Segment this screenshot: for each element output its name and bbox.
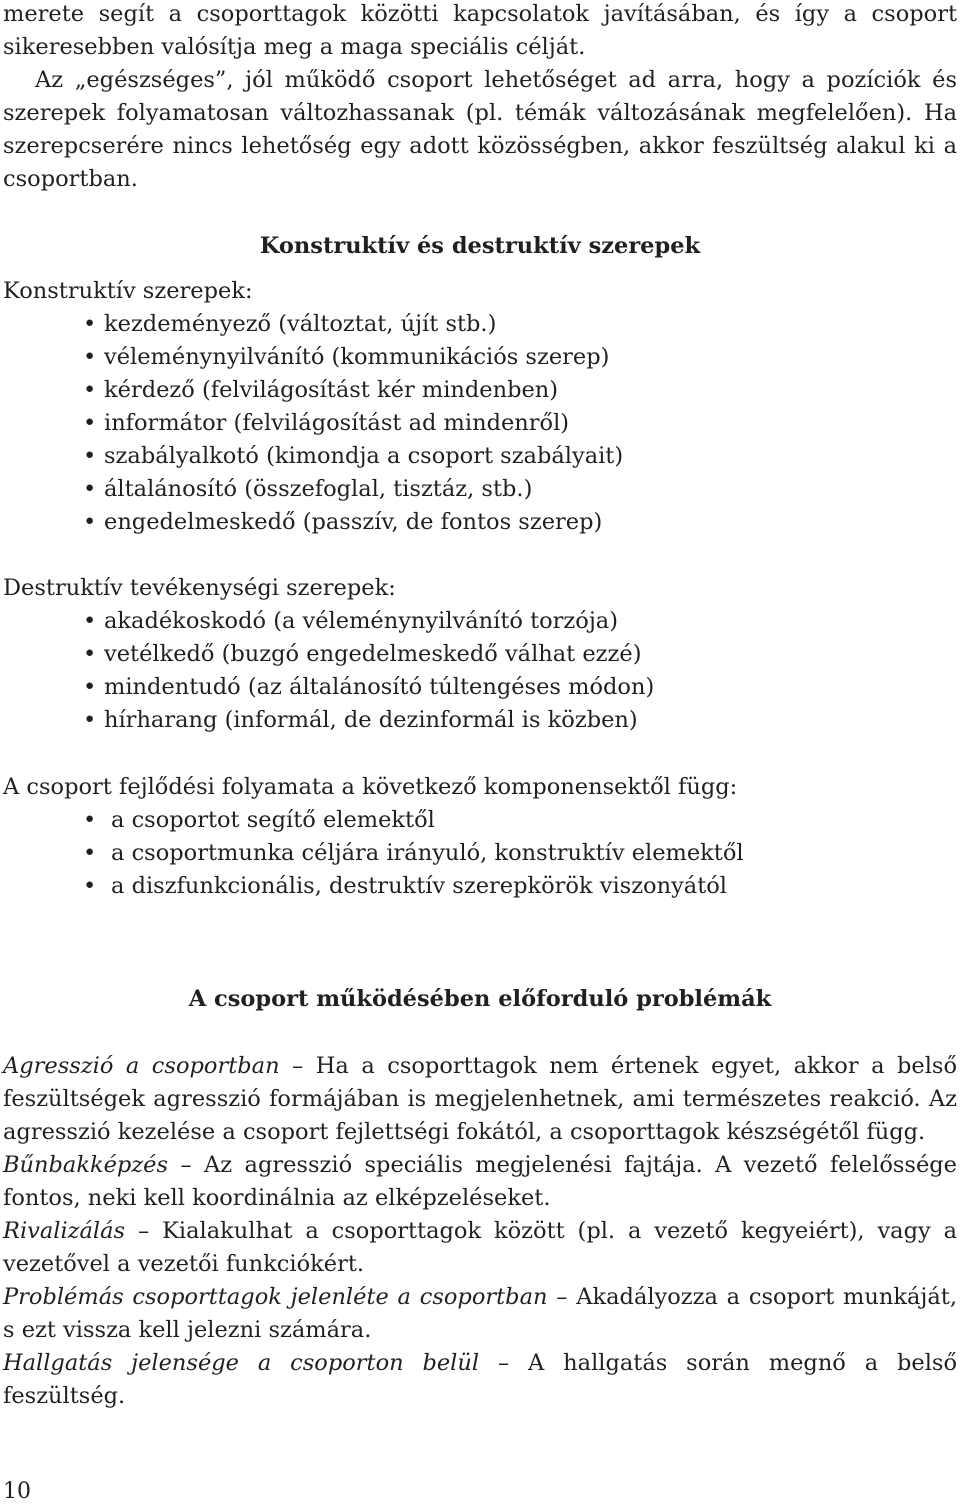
- list-item: • véleménynyilvánító (kommunikációs szerep): [3, 341, 957, 374]
- problem-term: Agresszió a csoportban: [3, 1053, 280, 1079]
- list-item: • általánosító (összefoglal, tisztáz, stb.): [3, 473, 957, 506]
- problem-paragraph: Rivalizálás – Kialakulhat a csoporttagok között (pl. a vezető kegyeiért), vagy a vezetővel a vezetői funkciókért.: [3, 1218, 957, 1277]
- destructive-roles-label: Destruktív tevékenységi szerepek:: [3, 575, 396, 601]
- intro-paragraph: merete segít a csoporttagok közötti kapcsolatok javításában, és így a csoport sikeresebben valósítja meg a maga speciális célját.: [3, 1, 957, 60]
- page-number: 10: [3, 1479, 31, 1504]
- problem-term: Hallgatás jelensége a csoporton belül: [3, 1350, 480, 1376]
- problem-term: Rivalizálás: [3, 1218, 126, 1244]
- list-item: • a csoportmunka céljára irányuló, konstruktív elemektől: [3, 837, 957, 870]
- problem-paragraph: Bűnbakképzés – Az agresszió speciális megjelenési fajtája. A vezető felelőssége fontos, neki kell koordinálnia az elképzeléseket.: [3, 1152, 957, 1211]
- problem-term: Problémás csoporttagok jelenléte a csoportban: [3, 1284, 548, 1310]
- bullet: •: [83, 410, 97, 436]
- bullet: •: [83, 641, 97, 667]
- problems-title: A csoport működésében előforduló problémák: [188, 986, 772, 1012]
- list-item: • hírharang (informál, de dezinformál is közben): [3, 704, 957, 737]
- intro-text: [3, 0, 957, 196]
- bullet: •: [83, 840, 97, 866]
- list-item: • mindentudó (az általánosító túltengéses módon): [3, 671, 957, 704]
- list-item: • informátor (felvilágosítást ad mindenről): [3, 407, 957, 440]
- bullet: •: [83, 807, 97, 833]
- problems-section: [3, 1050, 957, 1413]
- bullet: •: [83, 707, 97, 733]
- document-page: [3, 0, 957, 1413]
- bullet: •: [83, 608, 97, 634]
- list-item: • a diszfunkcionális, destruktív szerepkörök viszonyától: [3, 870, 957, 903]
- list-item: • kérdező (felvilágosítást kér mindenben): [3, 374, 957, 407]
- intro-paragraph: Az „egészséges”, jól működő csoport lehetőséget ad arra, hogy a pozíciók és szerepek folyamatosan változhassanak (pl. témák változásának megfelelően). Ha szerepcserére nincs lehetőség egy adott közösségben, akkor feszültség alakul ki a csoportban.: [3, 67, 957, 192]
- bullet: •: [83, 344, 97, 370]
- list-item: • akadékoskodó (a véleménynyilvánító torzója): [3, 605, 957, 638]
- list-item: • a csoportot segítő elemektől: [3, 804, 957, 837]
- list-item: • engedelmeskedő (passzív, de fontos szerep): [3, 506, 957, 539]
- bullet: •: [83, 873, 97, 899]
- bullet: •: [83, 509, 97, 535]
- bullet: •: [83, 311, 97, 337]
- development-list: [3, 804, 957, 903]
- bullet: •: [83, 377, 97, 403]
- problem-paragraph: Hallgatás jelensége a csoporton belül – A hallgatás során megnő a belső feszültség.: [3, 1350, 957, 1409]
- list-item: • vetélkedő (buzgó engedelmeskedő válhat ezzé): [3, 638, 957, 671]
- problem-term: Bűnbakképzés: [3, 1152, 169, 1178]
- destructive-roles-list: [3, 605, 957, 737]
- bullet: •: [83, 674, 97, 700]
- constructive-roles-list: [3, 308, 957, 539]
- list-item: • kezdeményező (változtat, újít stb.): [3, 308, 957, 341]
- bullet: •: [83, 476, 97, 502]
- problem-paragraph: Agresszió a csoportban – Ha a csoporttagok nem értenek egyet, akkor a belső feszültségek agresszió formájában is megjelenhetnek, ami természetes reakció. Az agresszió kezelése a csoport fejlettségi fokától, a csoporttagok készségétől függ.: [3, 1053, 957, 1145]
- section-title: Konstruktív és destruktív szerepek: [259, 233, 701, 259]
- constructive-roles-label: Konstruktív szerepek:: [3, 278, 253, 304]
- list-item: • szabályalkotó (kimondja a csoport szabályait): [3, 440, 957, 473]
- bullet: •: [83, 443, 97, 469]
- problem-paragraph: Problémás csoporttagok jelenléte a csoportban – Akadályozza a csoport munkáját, s ezt vissza kell jelezni számára.: [3, 1284, 957, 1343]
- development-label: A csoport fejlődési folyamata a következő komponensektől függ:: [3, 774, 738, 800]
